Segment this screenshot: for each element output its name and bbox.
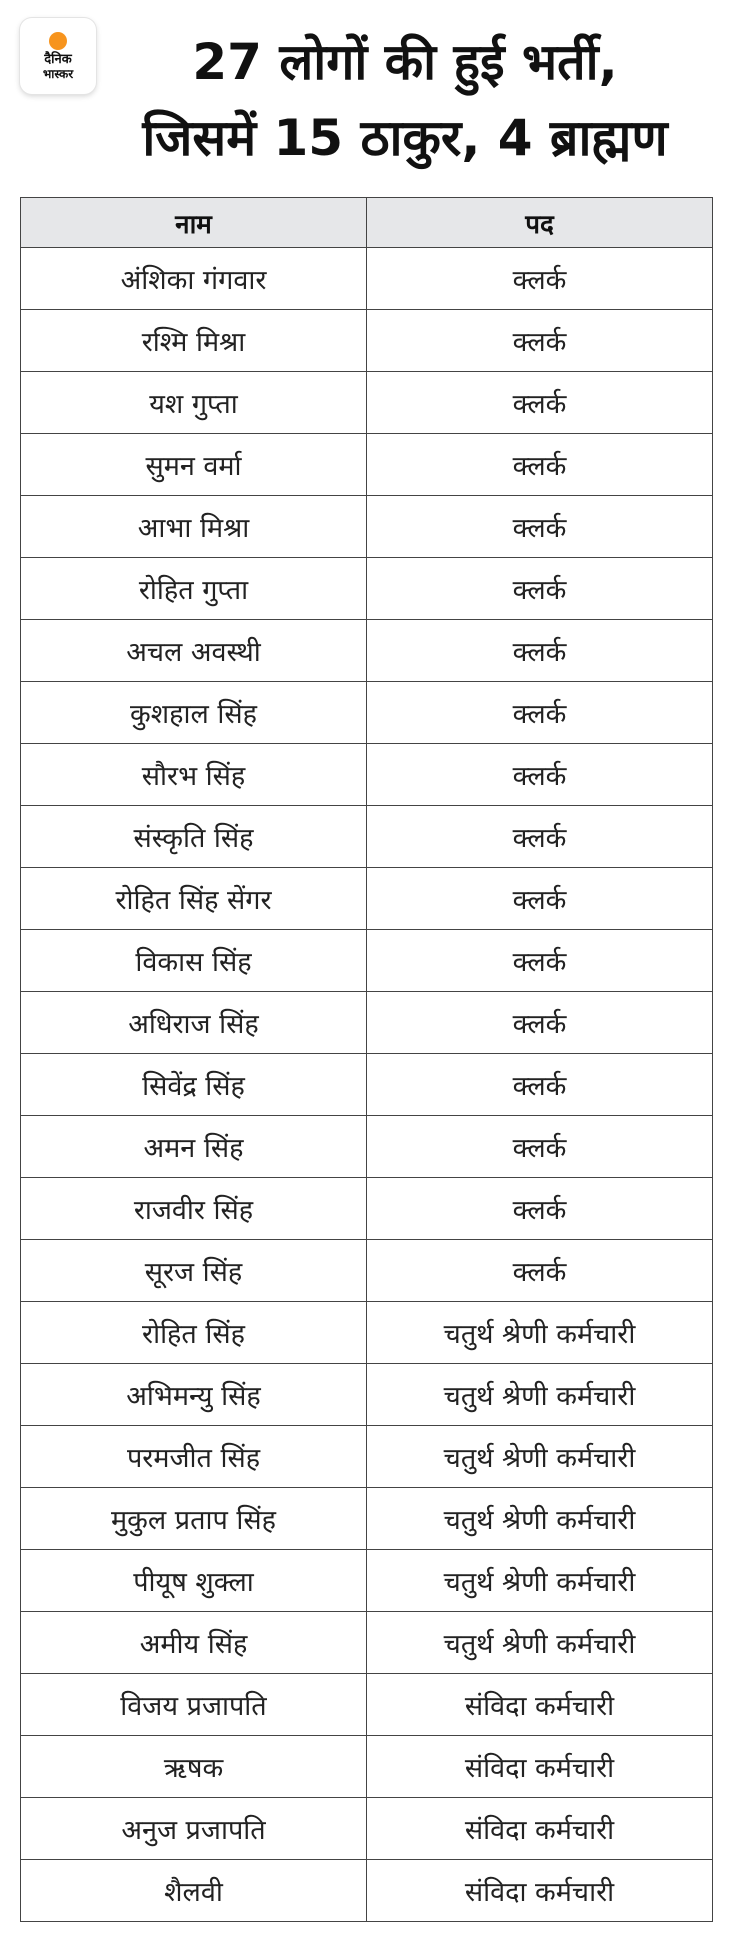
cell-post: चतुर्थ श्रेणी कर्मचारी <box>367 1426 713 1488</box>
headline <box>100 24 710 176</box>
header <box>0 0 730 195</box>
cell-name: पीयूष शुक्ला <box>21 1550 367 1612</box>
table-row <box>21 1364 713 1426</box>
cell-post: क्लर्क <box>367 310 713 372</box>
cell-post: चतुर्थ श्रेणी कर्मचारी <box>367 1302 713 1364</box>
table-row <box>21 806 713 868</box>
table-row <box>21 682 713 744</box>
cell-name: रोहित सिंह <box>21 1302 367 1364</box>
table-row <box>21 1116 713 1178</box>
cell-name: परमजीत सिंह <box>21 1426 367 1488</box>
cell-name: यश गुप्ता <box>21 372 367 434</box>
cell-name: अनुज प्रजापति <box>21 1798 367 1860</box>
recruitment-table <box>20 197 713 1922</box>
cell-post: क्लर्क <box>367 372 713 434</box>
cell-post: क्लर्क <box>367 558 713 620</box>
cell-post: चतुर्थ श्रेणी कर्मचारी <box>367 1488 713 1550</box>
table-header-row <box>21 198 713 248</box>
cell-name: राजवीर सिंह <box>21 1178 367 1240</box>
cell-name: अमन सिंह <box>21 1116 367 1178</box>
table-row <box>21 1240 713 1302</box>
table-row <box>21 558 713 620</box>
cell-name: विकास सिंह <box>21 930 367 992</box>
table-row <box>21 496 713 558</box>
logo-text-line2: भास्कर <box>42 66 74 81</box>
cell-post: संविदा कर्मचारी <box>367 1798 713 1860</box>
table-row <box>21 1054 713 1116</box>
table-row <box>21 248 713 310</box>
cell-post: क्लर्क <box>367 868 713 930</box>
table-row <box>21 372 713 434</box>
cell-name: आभा मिश्रा <box>21 496 367 558</box>
cell-name: शैलवी <box>21 1860 367 1922</box>
cell-post: चतुर्थ श्रेणी कर्मचारी <box>367 1550 713 1612</box>
table-row <box>21 744 713 806</box>
table-row <box>21 1178 713 1240</box>
cell-post: क्लर्क <box>367 248 713 310</box>
recruitment-table-container <box>20 197 712 1922</box>
table-row <box>21 868 713 930</box>
cell-post: क्लर्क <box>367 992 713 1054</box>
cell-post: क्लर्क <box>367 1178 713 1240</box>
cell-name: सौरभ सिंह <box>21 744 367 806</box>
cell-post: क्लर्क <box>367 1054 713 1116</box>
cell-name: अचल अवस्थी <box>21 620 367 682</box>
table-row <box>21 1488 713 1550</box>
cell-post: क्लर्क <box>367 434 713 496</box>
table-row <box>21 1860 713 1922</box>
cell-post: क्लर्क <box>367 496 713 558</box>
table-row <box>21 1674 713 1736</box>
table-row <box>21 1550 713 1612</box>
column-header-name: नाम <box>21 198 367 248</box>
cell-name: अंशिका गंगवार <box>21 248 367 310</box>
cell-post: संविदा कर्मचारी <box>367 1674 713 1736</box>
dainik-bhaskar-logo[interactable] <box>20 18 96 94</box>
logo-text-line1: दैनिक <box>44 51 72 67</box>
cell-post: संविदा कर्मचारी <box>367 1736 713 1798</box>
cell-post: संविदा कर्मचारी <box>367 1860 713 1922</box>
cell-name: रोहित सिंह सेंगर <box>21 868 367 930</box>
cell-post: क्लर्क <box>367 806 713 868</box>
headline-line1: 27 लोगों की हुई भर्ती, <box>192 33 618 91</box>
cell-name: रश्मि मिश्रा <box>21 310 367 372</box>
column-header-post: पद <box>367 198 713 248</box>
headline-line2: जिसमें 15 ठाकुर, 4 ब्राह्मण <box>142 109 668 167</box>
table-row <box>21 1798 713 1860</box>
table-body <box>21 248 713 1922</box>
table-row <box>21 992 713 1054</box>
cell-name: सूरज सिंह <box>21 1240 367 1302</box>
sun-icon <box>49 32 67 50</box>
cell-post: क्लर्क <box>367 620 713 682</box>
cell-name: अधिराज सिंह <box>21 992 367 1054</box>
cell-name: संस्कृति सिंह <box>21 806 367 868</box>
cell-name: कुशहाल सिंह <box>21 682 367 744</box>
table-row <box>21 620 713 682</box>
table-row <box>21 310 713 372</box>
cell-name: सिवेंद्र सिंह <box>21 1054 367 1116</box>
cell-post: क्लर्क <box>367 1116 713 1178</box>
cell-post: क्लर्क <box>367 744 713 806</box>
table-row <box>21 434 713 496</box>
table-row <box>21 1302 713 1364</box>
cell-post: चतुर्थ श्रेणी कर्मचारी <box>367 1612 713 1674</box>
cell-name: सुमन वर्मा <box>21 434 367 496</box>
cell-post: क्लर्क <box>367 930 713 992</box>
cell-name: मुकुल प्रताप सिंह <box>21 1488 367 1550</box>
cell-name: रोहित गुप्ता <box>21 558 367 620</box>
cell-post: क्लर्क <box>367 682 713 744</box>
cell-post: चतुर्थ श्रेणी कर्मचारी <box>367 1364 713 1426</box>
cell-name: अभिमन्यु सिंह <box>21 1364 367 1426</box>
table-row <box>21 1612 713 1674</box>
table-row <box>21 930 713 992</box>
table-row <box>21 1426 713 1488</box>
cell-name: ऋषक <box>21 1736 367 1798</box>
table-row <box>21 1736 713 1798</box>
cell-name: विजय प्रजापति <box>21 1674 367 1736</box>
cell-post: क्लर्क <box>367 1240 713 1302</box>
cell-name: अमीय सिंह <box>21 1612 367 1674</box>
